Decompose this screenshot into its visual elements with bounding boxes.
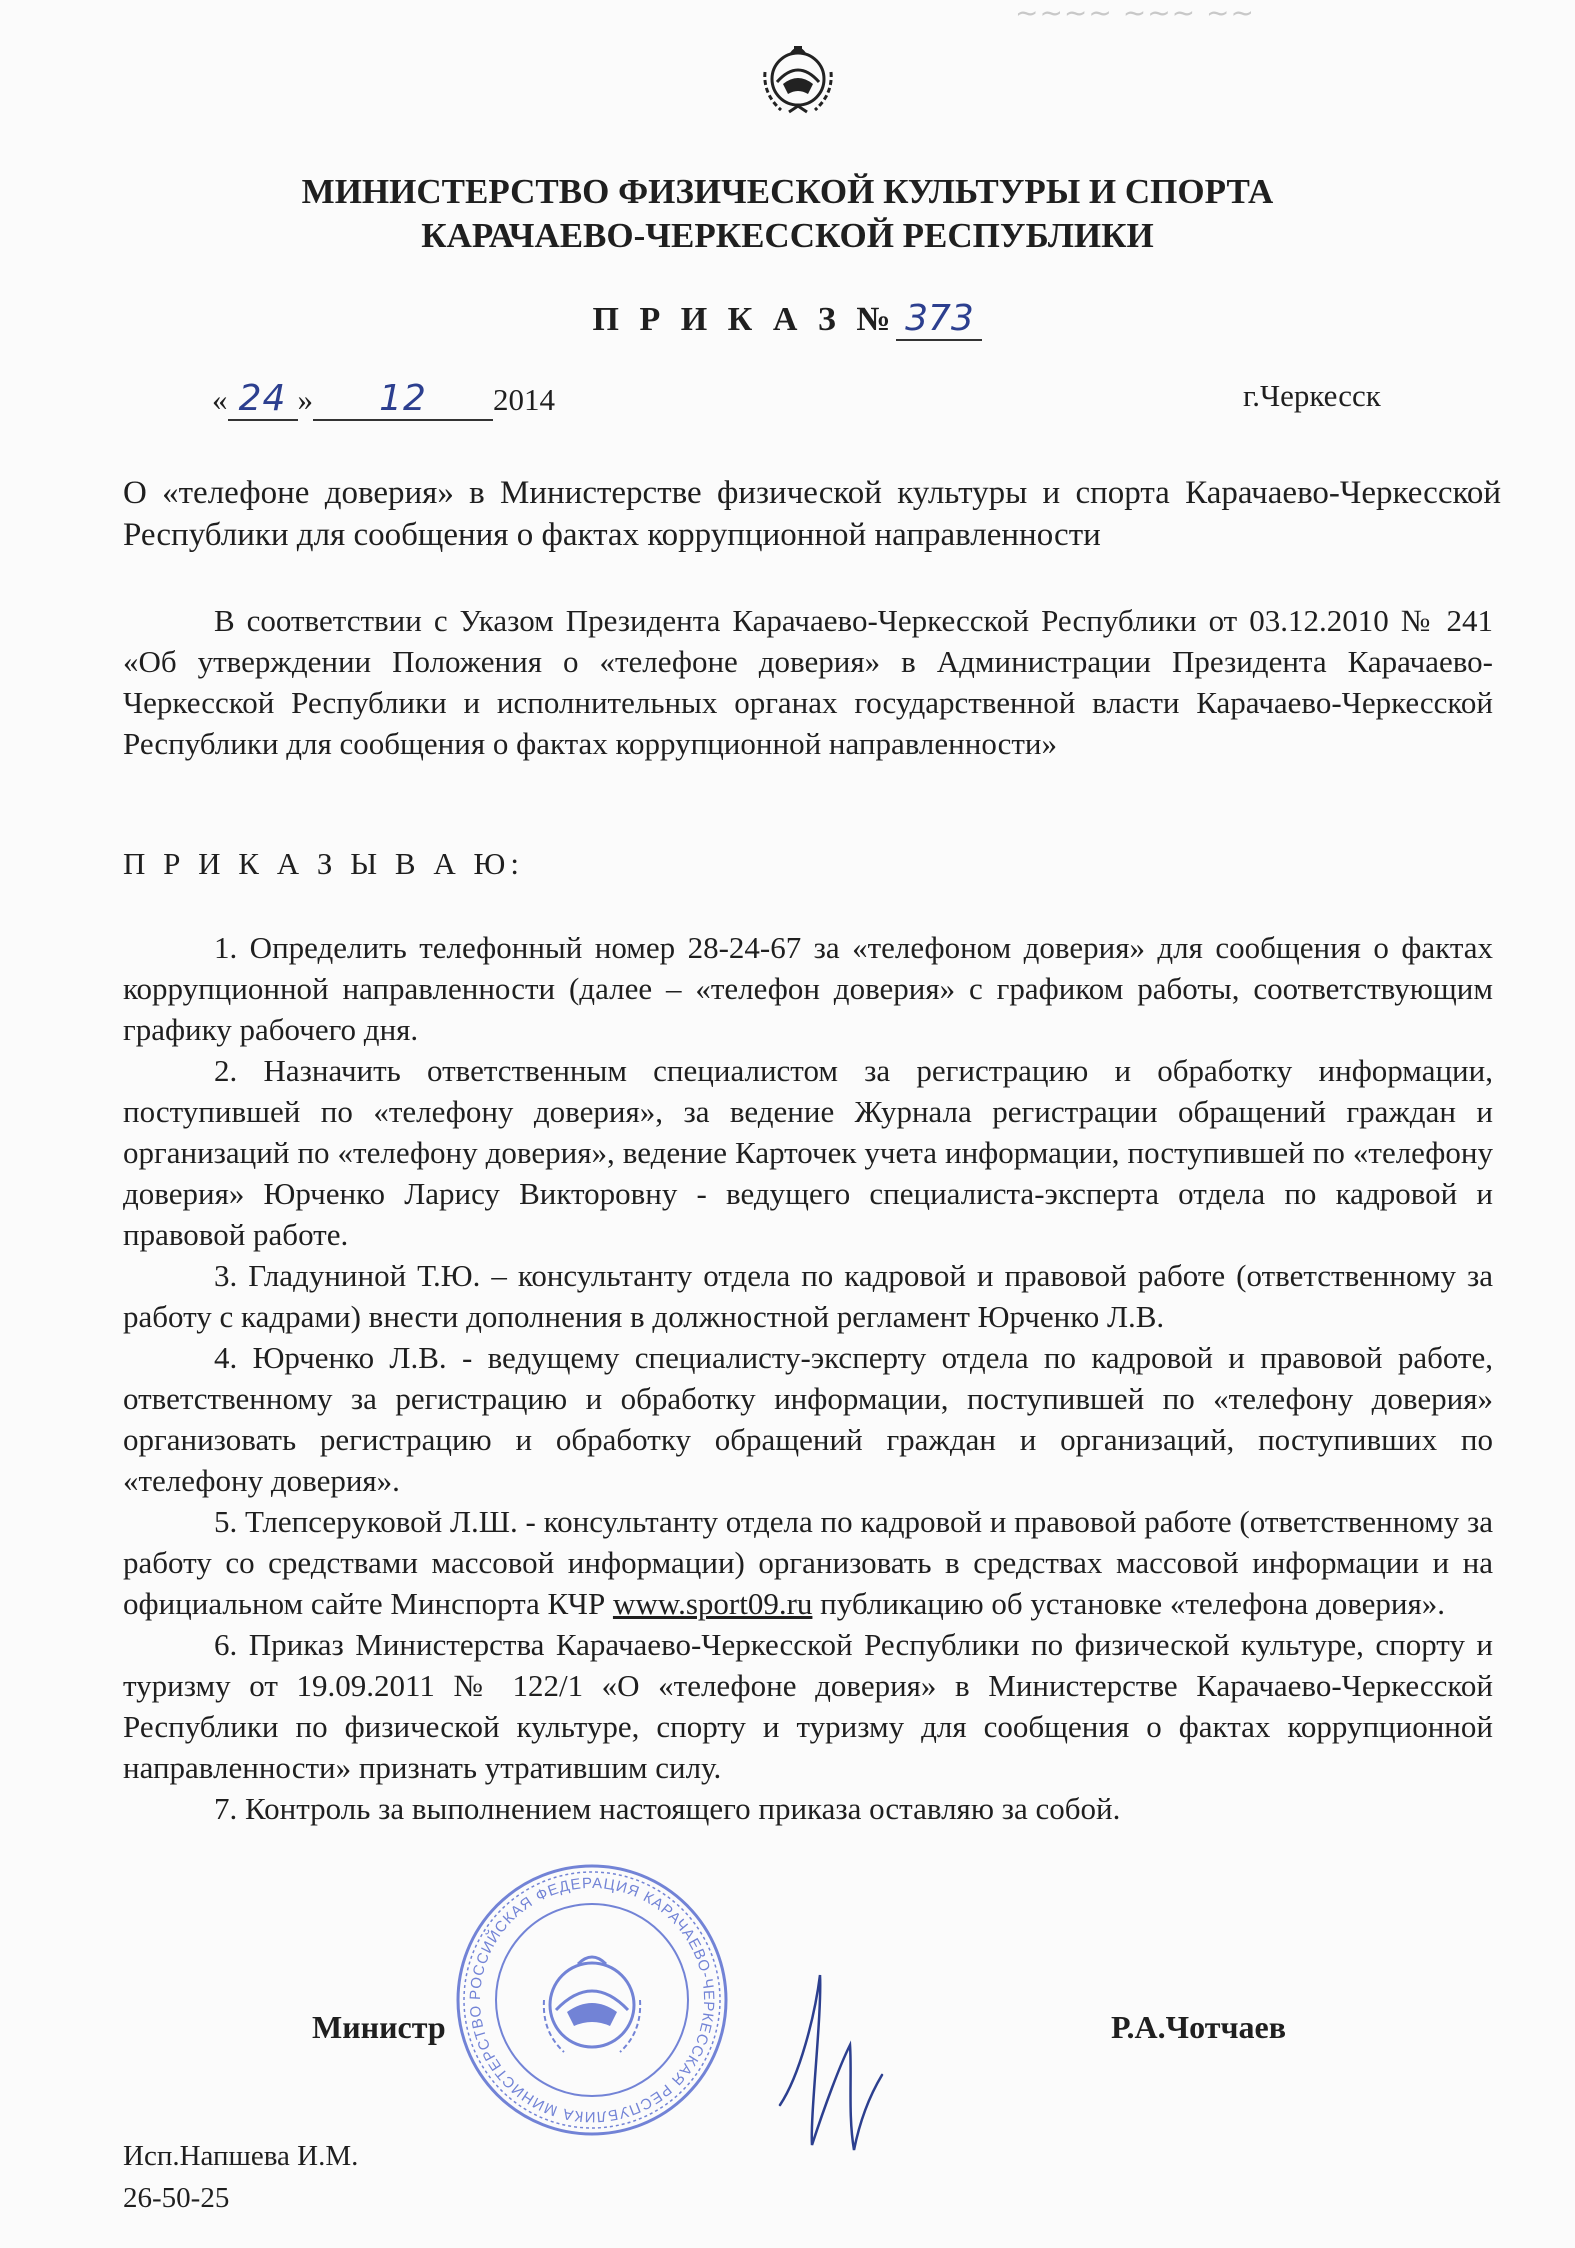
- order-item: 4. Юрченко Л.В. - ведущему специалисту-эксперту отдела по кадровой и правовой работе, ответственному за регистрацию и обработку информации, поступившей по «телефону доверия» организовать регистрацию и обработку обращений граждан и организаций, поступивших по «телефону доверия».: [123, 1340, 1493, 1498]
- seal-text: РОССИЙСКАЯ ФЕДЕРАЦИЯ КАРАЧАЕВО-ЧЕРКЕССКАЯ РЕСПУБЛИКА МИНИСТЕРСТВО: [466, 1874, 718, 2126]
- date-open-quote: «: [212, 382, 228, 417]
- item5-text-before: 5. Тлепсеруковой Л.Ш. - консультанту отдела по кадровой и правовой работе (ответственному за работу со средствами массовой информации) организовать в средствах массовой информации и на официальном сайте Минспорта КЧР: [123, 1504, 1493, 1621]
- signatory-title: Министр: [312, 2009, 446, 2045]
- order-title: [0, 298, 1575, 341]
- date-month: 12: [313, 378, 493, 421]
- order-item-5: [123, 1501, 1493, 1624]
- executor-phone: 26-50-25: [123, 2182, 230, 2214]
- date-year: 2014: [493, 382, 555, 417]
- order-city: г.Черкесск: [1243, 378, 1381, 413]
- order-topic: О «телефоне доверия» в Министерстве физической культуры и спорта Карачаево-Черкесской Республики для сообщения о фактах коррупционной направленности: [123, 475, 1501, 553]
- sport09-link[interactable]: www.sport09.ru: [612, 1586, 813, 1621]
- item5-text-after: публикацию об установке «телефона доверия».: [812, 1586, 1446, 1621]
- order-items: [123, 927, 1493, 1829]
- order-label: П Р И К А З №: [592, 301, 897, 338]
- order-item: 7. Контроль за выполнением настоящего приказа оставляю за собой.: [214, 1791, 1121, 1826]
- ministry-line-1: МИНИСТЕРСТВО ФИЗИЧЕСКОЙ КУЛЬТУРЫ И СПОРТА: [301, 172, 1274, 211]
- official-seal-icon: [452, 1860, 732, 2140]
- ministry-line-2: КАРАЧАЕВО-ЧЕРКЕССКОЙ РЕСПУБЛИКИ: [421, 216, 1154, 255]
- date-day: 24: [228, 378, 298, 421]
- date-close-quote: »: [297, 382, 313, 417]
- order-item: 2. Назначить ответственным специалистом за регистрацию и обработку информации, поступившей по «телефону доверия», за ведение Журнала регистрации обращений граждан и организаций по «телефону доверия», ведение Карточек учета информации, поступившей по «телефону доверия» Юрченко Ларису Викторовну - ведущего специалиста-эксперта отдела по кадровой и правовой работе.: [123, 1053, 1493, 1252]
- signature-icon: [770, 1955, 890, 2155]
- order-number: 373: [896, 298, 982, 341]
- order-item: 6. Приказ Министерства Карачаево-Черкесской Республики по физической культуре, спорту и туризму от 19.09.2011 № 122/1 «О «телефоне доверия» в Министерстве Карачаево-Черкесской Республики по физической культуре, спорту и туризму для сообщения о фактах коррупционной направленности» признать утратившим силу.: [123, 1627, 1493, 1785]
- coat-of-arms-icon: [753, 32, 843, 122]
- order-item: 1. Определить телефонный номер 28-24-67 за «телефоном доверия» для сообщения о фактах коррупционной направленности (далее – «телефон доверия» с графиком работы, соответствующим графику рабочего дня.: [123, 930, 1493, 1047]
- executor-info: [123, 2135, 358, 2219]
- order-item: 3. Гладуниной Т.Ю. – консультанту отдела по кадровой и правовой работе (ответственному за работу с кадрами) внести дополнения в должностной регламент Юрченко Л.В.: [123, 1258, 1493, 1334]
- pencil-note: ~~~~ ~~~ ~~: [1015, 0, 1255, 29]
- executor-name: Исп.Напшева И.М.: [123, 2140, 359, 2172]
- order-date: [212, 378, 555, 421]
- preamble: В соответствии с Указом Президента Карачаево-Черкесской Республики от 03.12.2010 № 241 «Об утверждении Положения о «телефоне доверия» в Администрации Президента Карачаево-Черкесской Республики и исполнительных органах государственной власти Карачаево-Черкесской Республики для сообщения о фактах коррупционной направленности»: [123, 603, 1493, 761]
- directive-heading: П Р И К А З Ы В А Ю:: [123, 846, 524, 881]
- ministry-header: [0, 170, 1575, 258]
- signatory-name: Р.А.Чотчаев: [1111, 2009, 1286, 2045]
